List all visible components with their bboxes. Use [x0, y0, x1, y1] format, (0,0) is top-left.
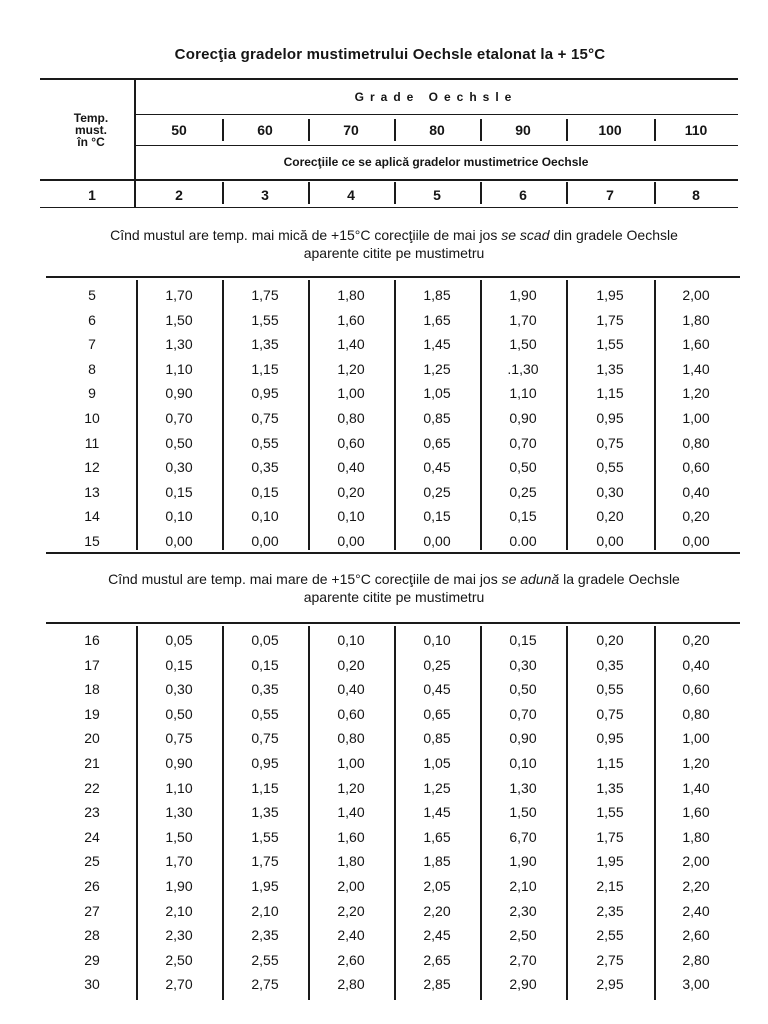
- correction-cell: 1,35: [251, 804, 279, 821]
- column-number-divider: [394, 182, 396, 204]
- correction-cell: 1,55: [251, 828, 279, 845]
- correction-cell: 0,90: [509, 730, 537, 747]
- correction-cell: 0,55: [251, 705, 279, 722]
- correction-cell: 6,70: [509, 828, 537, 845]
- column-number: 2: [175, 187, 183, 203]
- correction-cell: 0,35: [596, 656, 624, 673]
- correction-cell: 0,70: [165, 410, 193, 426]
- grade-value: 110: [684, 122, 708, 138]
- column-number-divider: [480, 182, 482, 204]
- correction-cell: 2,50: [165, 951, 193, 968]
- correction-cell: 0,25: [423, 483, 451, 500]
- correction-cell: 1,50: [509, 336, 537, 353]
- column-number-divider: [566, 182, 568, 204]
- grade-divider: [222, 119, 224, 141]
- correction-cell: 1,60: [682, 336, 710, 353]
- correction-cell: 1,30: [165, 336, 193, 353]
- correction-cell: 1,00: [682, 410, 710, 426]
- correction-cell: 0,00: [682, 533, 710, 549]
- correction-cell: 1,95: [596, 853, 624, 870]
- correction-cell: 2,60: [682, 927, 710, 944]
- grade-value: 90: [515, 122, 531, 138]
- temperature-cell: 8: [88, 360, 96, 377]
- correction-cell: 0,15: [251, 483, 279, 500]
- correction-cell: 1,55: [596, 336, 624, 353]
- correction-cell: 0,10: [337, 508, 365, 525]
- correction-cell: 0,40: [682, 656, 710, 673]
- grade-divider: [654, 119, 656, 141]
- correction-cell: 1,00: [337, 385, 365, 402]
- column-divider: [308, 280, 310, 550]
- column-number: 4: [347, 187, 355, 203]
- correction-cell: 1,15: [251, 360, 279, 377]
- correction-cell: 1,35: [596, 360, 624, 377]
- correction-cell: 0,30: [596, 483, 624, 500]
- section-high-text: Cînd mustul are temp. mai mare de +15°C corecţiile de mai jos: [108, 571, 502, 587]
- section-high-subline: aparente citite pe mustimetru: [303, 589, 485, 605]
- correction-cell: 1,60: [337, 828, 365, 845]
- correction-cell: 1,10: [509, 385, 537, 402]
- correction-cell: 0,90: [509, 410, 537, 426]
- correction-cell: 0,60: [337, 434, 365, 451]
- temperature-cell: 5: [88, 287, 96, 303]
- correction-cell: 0,50: [165, 705, 193, 722]
- correction-cell: 2,60: [337, 951, 365, 968]
- temp-label-line3: în °C: [77, 135, 105, 149]
- correction-cell: 2,95: [596, 976, 624, 993]
- correction-cell: 1,20: [337, 779, 365, 796]
- column-number: 3: [261, 187, 269, 203]
- correction-cell: 0,30: [165, 459, 193, 476]
- correction-cell: 0,15: [423, 508, 451, 525]
- correction-cell: 0,15: [165, 483, 193, 500]
- correction-cell: 0,35: [251, 459, 279, 476]
- temperature-cell: 22: [84, 779, 100, 796]
- correction-cell: 1,45: [423, 336, 451, 353]
- correction-cell: 2,80: [682, 951, 710, 968]
- correction-cell: 0,10: [509, 755, 537, 771]
- correction-cell: 0,00: [423, 533, 451, 549]
- correction-cell: 0,45: [423, 681, 451, 698]
- correction-cell: 1,40: [337, 336, 365, 353]
- temperature-cell: 12: [84, 459, 100, 476]
- correction-cell: 0,80: [337, 410, 365, 426]
- grade-value: 100: [598, 122, 622, 138]
- temperature-cell: 27: [84, 902, 100, 919]
- correction-cell: 1,10: [165, 779, 193, 796]
- correction-cell: 1,30: [165, 804, 193, 821]
- correction-cell: 2,35: [251, 927, 279, 944]
- temperature-cell: 20: [84, 730, 100, 747]
- temp-label-line2: must.: [74, 123, 107, 137]
- corrections-label: Corecţiile ce se aplică gradelor mustimetrice Oechsle: [283, 155, 589, 169]
- correction-cell: 2,65: [423, 951, 451, 968]
- correction-cell: 0,05: [165, 632, 193, 648]
- rule-section-high-top: [46, 622, 740, 624]
- correction-cell: 1,80: [682, 311, 710, 328]
- correction-cell: 0,45: [423, 459, 451, 476]
- correction-cell: 0,00: [337, 533, 365, 549]
- correction-cell: 0,55: [596, 459, 624, 476]
- column-divider: [566, 626, 568, 1000]
- correction-cell: 0,70: [509, 434, 537, 451]
- correction-cell: 2,05: [423, 878, 451, 894]
- correction-cell: 0,80: [682, 705, 710, 722]
- correction-cell: 0,20: [596, 508, 624, 525]
- correction-cell: 2,10: [165, 902, 193, 919]
- temperature-cell: 26: [84, 878, 100, 894]
- temperature-cell: 11: [84, 434, 100, 451]
- temperature-cell: 13: [84, 483, 100, 500]
- correction-cell: 1,75: [251, 287, 279, 303]
- correction-cell: 0,60: [682, 459, 710, 476]
- correction-cell: 2,70: [509, 951, 537, 968]
- correction-cell: 0,25: [509, 483, 537, 500]
- correction-cell: 1,75: [251, 853, 279, 870]
- correction-cell: 0,95: [596, 730, 624, 747]
- correction-cell: 2,55: [596, 927, 624, 944]
- correction-cell: 1,05: [423, 755, 451, 771]
- correction-cell: 1,80: [682, 828, 710, 845]
- correction-cell: 2,90: [509, 976, 537, 993]
- correction-cell: 1,10: [165, 360, 193, 377]
- correction-cell: 1,90: [165, 878, 193, 894]
- table-title: Corecţia gradelor mustimetrului Oechsle etalonat la + 15°C: [174, 46, 606, 63]
- correction-cell: 1,40: [337, 804, 365, 821]
- correction-cell: 0,40: [337, 681, 365, 698]
- correction-cell: 1,20: [682, 755, 710, 771]
- column-divider: [394, 280, 396, 550]
- correction-cell: 1,20: [337, 360, 365, 377]
- correction-cell: 1,15: [596, 755, 624, 771]
- correction-cell: 0,40: [682, 483, 710, 500]
- correction-cell: 1,35: [596, 779, 624, 796]
- correction-cell: 0,40: [337, 459, 365, 476]
- correction-cell: 2,40: [337, 927, 365, 944]
- correction-cell: 0,95: [251, 385, 279, 402]
- column-divider: [222, 626, 224, 1000]
- correction-cell: 1,30: [509, 779, 537, 796]
- column-divider: [480, 626, 482, 1000]
- correction-cell: 2,70: [165, 976, 193, 993]
- correction-cell: 0,20: [682, 632, 710, 648]
- column-divider: [654, 280, 656, 550]
- correction-cell: 2,10: [509, 878, 537, 894]
- temperature-cell: 17: [84, 656, 100, 673]
- temperature-cell: 24: [84, 828, 100, 845]
- correction-cell: 0,50: [509, 681, 537, 698]
- correction-cell: 1,75: [596, 828, 624, 845]
- correction-cell: 1,15: [251, 779, 279, 796]
- temperature-cell: 28: [84, 927, 100, 944]
- correction-cell: 1,15: [596, 385, 624, 402]
- correction-cell: .1,30: [507, 360, 539, 377]
- correction-cell: 2,80: [337, 976, 365, 993]
- correction-cell: 0,20: [337, 656, 365, 673]
- temperature-cell: 10: [84, 410, 100, 426]
- correction-cell: 1,55: [251, 311, 279, 328]
- correction-cell: 0,20: [337, 483, 365, 500]
- rule-under-grade-label: [136, 114, 738, 115]
- correction-cell: 1,65: [423, 828, 451, 845]
- grade-divider: [308, 119, 310, 141]
- temperature-cell: 18: [84, 681, 100, 698]
- grade-divider: [480, 119, 482, 141]
- correction-cell: 0,80: [337, 730, 365, 747]
- correction-cell: 1,95: [596, 287, 624, 303]
- correction-cell: 2,35: [596, 902, 624, 919]
- correction-cell: 2,55: [251, 951, 279, 968]
- rule-section-low-bottom: [46, 552, 740, 554]
- correction-cell: 2,30: [165, 927, 193, 944]
- correction-cell: 0,50: [509, 459, 537, 476]
- correction-cell: 1,95: [251, 878, 279, 894]
- correction-cell: 0,20: [596, 632, 624, 648]
- correction-cell: 0,15: [509, 508, 537, 525]
- correction-cell: 0,80: [682, 434, 710, 451]
- correction-cell: 0,15: [509, 632, 537, 648]
- correction-cell: 1,60: [337, 311, 365, 328]
- correction-cell: 2,75: [596, 951, 624, 968]
- correction-cell: 2,20: [682, 878, 710, 894]
- section-high-text-end: la gradele Oechsle: [559, 571, 680, 587]
- correction-cell: 0,10: [423, 632, 451, 648]
- section-high-emphasis: se adună: [501, 571, 560, 587]
- correction-cell: 2,10: [251, 902, 279, 919]
- correction-cell: 1,50: [165, 311, 193, 328]
- correction-cell: 1,80: [337, 287, 365, 303]
- correction-cell: 0,65: [423, 434, 451, 451]
- column-number-divider: [654, 182, 656, 204]
- correction-cell: 2,20: [337, 902, 365, 919]
- correction-cell: 0,00: [251, 533, 279, 549]
- correction-cell: 0,15: [165, 656, 193, 673]
- column-divider: [136, 626, 138, 1000]
- correction-cell: 0,90: [165, 385, 193, 402]
- column-divider: [136, 280, 138, 550]
- correction-cell: 1,70: [165, 287, 193, 303]
- column-divider: [654, 626, 656, 1000]
- temperature-cell: 15: [84, 533, 100, 549]
- column-number-divider: [308, 182, 310, 204]
- correction-cell: 2,75: [251, 976, 279, 993]
- correction-cell: 2,85: [423, 976, 451, 993]
- correction-cell: 0,55: [596, 681, 624, 698]
- column-number: 6: [519, 187, 527, 203]
- temperature-cell: 16: [84, 632, 100, 648]
- column-divider: [308, 626, 310, 1000]
- temp-column-header: [48, 112, 134, 148]
- correction-cell: 3,00: [682, 976, 710, 993]
- temperature-cell: 29: [84, 951, 100, 968]
- correction-cell: 0,00: [596, 533, 624, 549]
- correction-cell: 0,65: [423, 705, 451, 722]
- correction-cell: 2,40: [682, 902, 710, 919]
- correction-cell: 0,60: [337, 705, 365, 722]
- correction-cell: 0,95: [596, 410, 624, 426]
- correction-cell: 1,50: [165, 828, 193, 845]
- correction-cell: 0,60: [682, 681, 710, 698]
- section-high-heading: [48, 570, 740, 606]
- correction-cell: 0.00: [509, 533, 537, 549]
- correction-cell: 0,30: [509, 656, 537, 673]
- correction-cell: 0,95: [251, 755, 279, 771]
- correction-cell: 0,05: [251, 632, 279, 648]
- correction-cell: 2,20: [423, 902, 451, 919]
- grade-divider: [566, 119, 568, 141]
- grade-value: 50: [171, 122, 187, 138]
- rule-under-title: [40, 78, 738, 80]
- temperature-cell: 19: [84, 705, 100, 722]
- correction-cell: 1,80: [337, 853, 365, 870]
- correction-cell: 0,15: [251, 656, 279, 673]
- grade-oechsle-label: Grade Oechsle: [354, 90, 518, 104]
- temperature-cell: 9: [88, 385, 96, 402]
- correction-cell: 1,25: [423, 779, 451, 796]
- correction-cell: 2,00: [337, 878, 365, 894]
- correction-cell: 1,45: [423, 804, 451, 821]
- correction-cell: 0,35: [251, 681, 279, 698]
- correction-cell: 2,45: [423, 927, 451, 944]
- grade-divider: [394, 119, 396, 141]
- column-divider: [480, 280, 482, 550]
- correction-cell: 0,75: [165, 730, 193, 747]
- temperature-cell: 14: [84, 508, 100, 525]
- correction-cell: 0,10: [251, 508, 279, 525]
- temperature-cell: 7: [88, 336, 96, 353]
- correction-cell: 0,75: [596, 434, 624, 451]
- correction-cell: 1,70: [509, 311, 537, 328]
- column-divider: [566, 280, 568, 550]
- rule-above-column-numbers: [40, 179, 738, 181]
- correction-cell: 0,75: [251, 410, 279, 426]
- temperature-cell: 23: [84, 804, 100, 821]
- correction-cell: 1,85: [423, 287, 451, 303]
- correction-cell: 0,20: [682, 508, 710, 525]
- section-low-text: Cînd mustul are temp. mai mică de +15°C corecţiile de mai jos: [110, 227, 502, 243]
- column-number: 1: [88, 187, 96, 203]
- column-number: 5: [433, 187, 441, 203]
- correction-cell: 0,10: [337, 632, 365, 648]
- correction-cell: 1,20: [682, 385, 710, 402]
- correction-cell: 0,50: [165, 434, 193, 451]
- correction-cell: 0,75: [596, 705, 624, 722]
- temperature-cell: 25: [84, 853, 100, 870]
- correction-cell: 1,40: [682, 779, 710, 796]
- correction-cell: 1,65: [423, 311, 451, 328]
- correction-cell: 1,00: [337, 755, 365, 771]
- temperature-cell: 21: [84, 755, 100, 771]
- grade-value: 80: [429, 122, 445, 138]
- column-divider: [394, 626, 396, 1000]
- correction-cell: 0,85: [423, 730, 451, 747]
- correction-cell: 1,90: [509, 853, 537, 870]
- correction-cell: 1,60: [682, 804, 710, 821]
- correction-cell: 1,85: [423, 853, 451, 870]
- rule-section-low-top: [46, 276, 740, 278]
- temperature-cell: 6: [88, 311, 96, 328]
- correction-cell: 1,55: [596, 804, 624, 821]
- correction-cell: 1,75: [596, 311, 624, 328]
- rule-under-grades: [136, 145, 738, 146]
- correction-cell: 0,55: [251, 434, 279, 451]
- correction-cell: 1,05: [423, 385, 451, 402]
- temp-label-line1: Temp.: [73, 111, 109, 125]
- correction-cell: 2,15: [596, 878, 624, 894]
- correction-cell: 0,10: [165, 508, 193, 525]
- correction-cell: 1,00: [682, 730, 710, 747]
- section-low-text-end: din gradele Oechsle: [549, 227, 678, 243]
- correction-cell: 0,70: [509, 705, 537, 722]
- correction-cell: 2,30: [509, 902, 537, 919]
- temperature-cell: 30: [84, 976, 100, 993]
- correction-cell: 0,25: [423, 656, 451, 673]
- correction-cell: 0,85: [423, 410, 451, 426]
- section-low-subline: aparente citite pe mustimetru: [303, 245, 485, 261]
- correction-cell: 1,70: [165, 853, 193, 870]
- correction-cell: 1,35: [251, 336, 279, 353]
- correction-cell: 0,75: [251, 730, 279, 747]
- correction-cell: 2,00: [682, 853, 710, 870]
- correction-cell: 0,30: [165, 681, 193, 698]
- column-number: 8: [692, 187, 700, 203]
- column-number-divider: [222, 182, 224, 204]
- correction-cell: 0,00: [165, 533, 193, 549]
- rule-under-column-numbers: [40, 207, 738, 208]
- correction-cell: 1,90: [509, 287, 537, 303]
- grade-value: 70: [343, 122, 359, 138]
- section-low-emphasis: se scad: [501, 227, 550, 243]
- column-divider: [222, 280, 224, 550]
- correction-cell: 0,90: [165, 755, 193, 771]
- correction-cell: 1,50: [509, 804, 537, 821]
- correction-cell: 2,50: [509, 927, 537, 944]
- grade-value: 60: [257, 122, 273, 138]
- correction-cell: 1,40: [682, 360, 710, 377]
- column-number: 7: [606, 187, 614, 203]
- section-low-heading: [48, 226, 740, 262]
- correction-cell: 1,25: [423, 360, 451, 377]
- correction-cell: 2,00: [682, 287, 710, 303]
